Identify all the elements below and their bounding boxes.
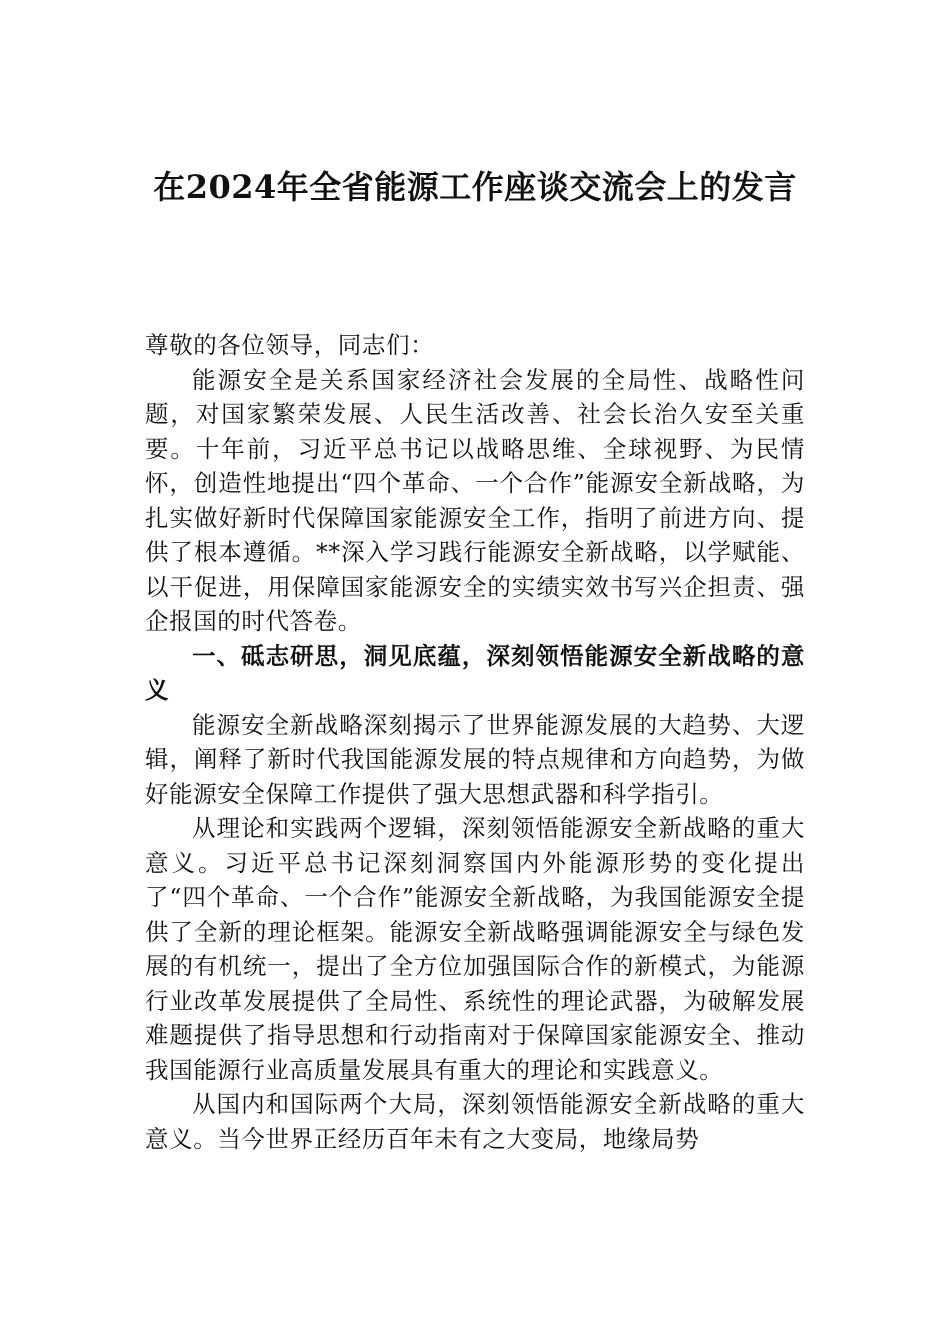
section-heading: 一、砥志研思，洞见底蕴，深刻领悟能源安全新战略的意义: [145, 641, 805, 704]
body-paragraph: 从国内和国际两个大局，深刻领悟能源安全新战略的重大意义。当今世界正经历百年未有之大变局，地缘局势: [145, 1090, 805, 1153]
document-title: 在2024年全省能源工作座谈交流会上的发言: [153, 168, 797, 206]
body-paragraph: 从理论和实践两个逻辑，深刻领悟能源安全新战略的重大意义。习近平总书记深刻洞察国内外能源形势的变化提出了“四个革命、一个合作”能源安全新战略，为我国能源安全提供了全新的理论框架。能源安全新战略强调能源安全与绿色发展的有机统一，提出了全方位加强国际合作的新模式，为能源行业改革发展提供了全局性、系统性的理论武器，为破解发展难题提供了指导思想和行动指南对于保障国家能源安全、推动我国能源行业高质量发展具有重大的理论和实践意义。: [145, 814, 805, 1084]
intro-paragraph: 能源安全是关系国家经济社会发展的全局性、战略性问题，对国家繁荣发展、人民生活改善、社会长治久安至关重要。十年前，习近平总书记以战略思维、全球视野、为民情怀，创造性地提出“四个革命、一个合作”能源安全新战略，为扎实做好新时代保障国家能源安全工作，指明了前进方向、提供了根本遵循。**深入学习践行能源安全新战略，以学赋能、以干促进，用保障国家能源安全的实绩实效书写兴企担责、强企报国的时代答卷。: [145, 365, 805, 635]
document-body: [145, 328, 805, 1156]
body-paragraph: 能源安全新战略深刻揭示了世界能源发展的大趋势、大逻辑，阐释了新时代我国能源发展的特点规律和方向趋势，为做好能源安全保障工作提供了强大思想武器和科学指引。: [145, 710, 805, 808]
salutation: 尊敬的各位领导，同志们：: [145, 331, 435, 359]
